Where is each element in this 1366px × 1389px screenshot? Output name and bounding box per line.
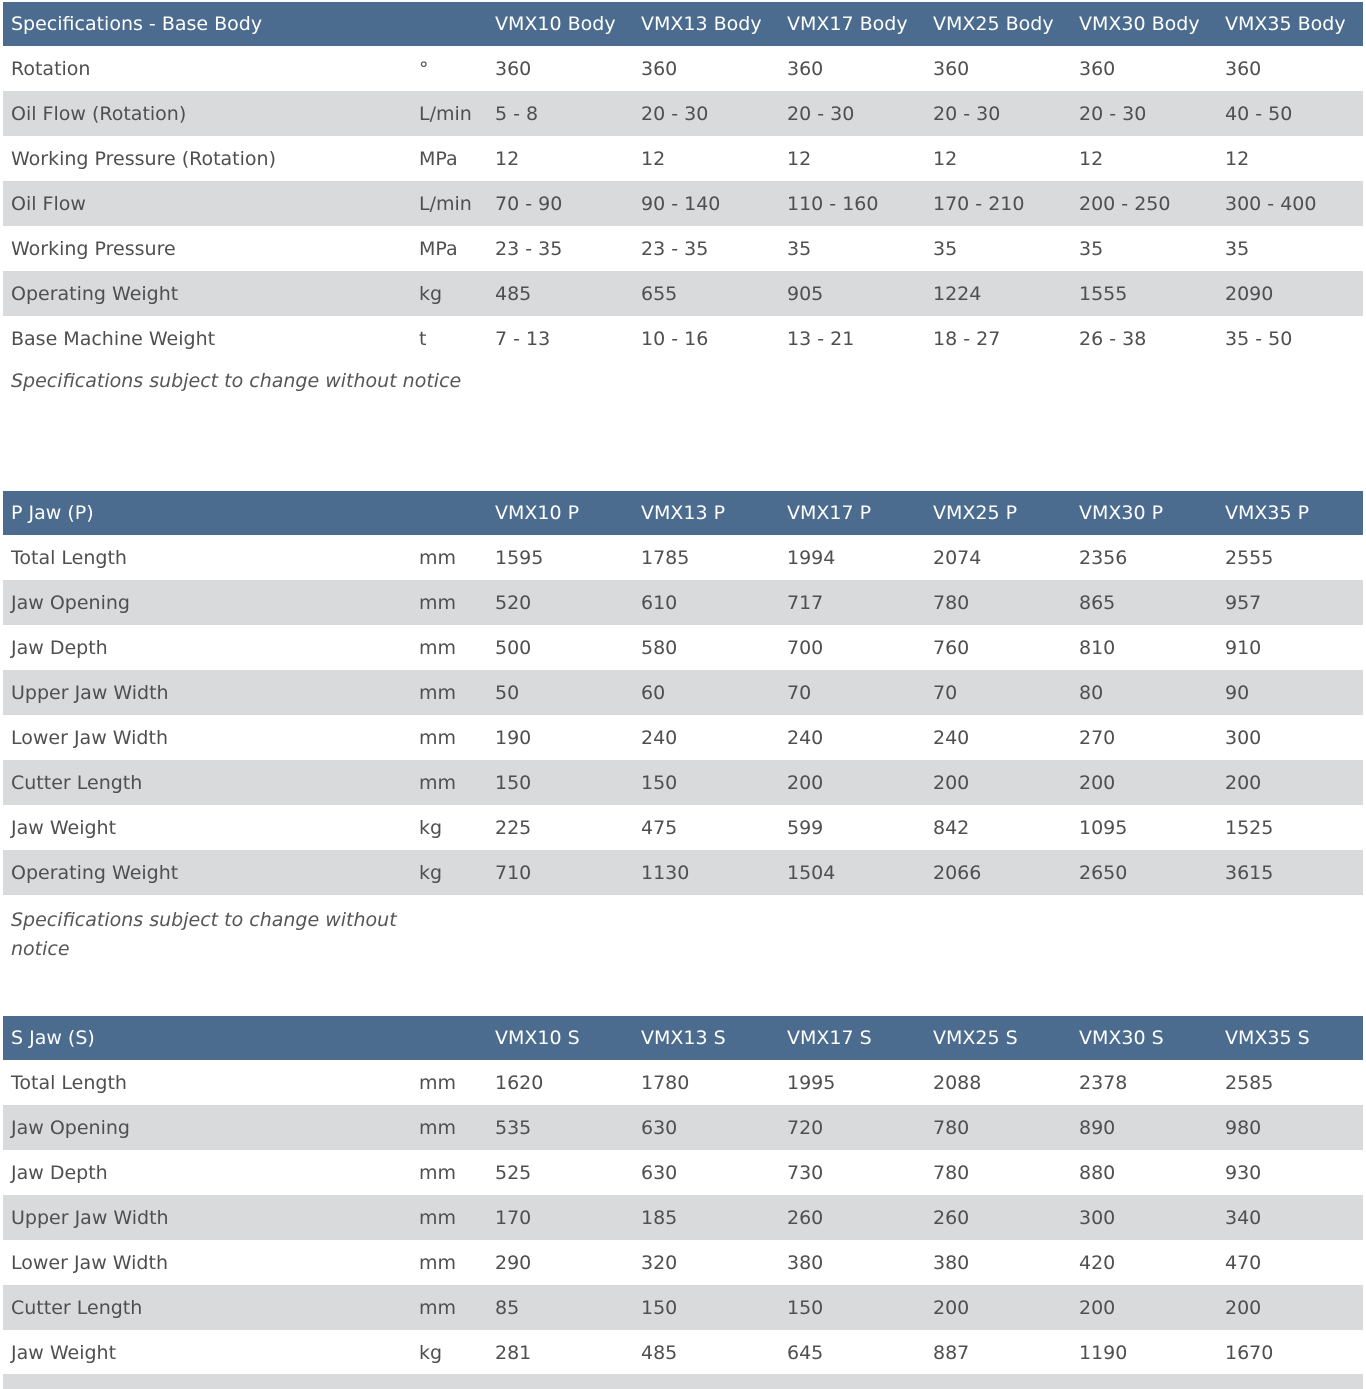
spec-unit: mm xyxy=(411,1105,487,1150)
spec-value: 35 xyxy=(1225,237,1250,260)
unit-header xyxy=(411,491,487,535)
spec-unit: t xyxy=(419,327,427,350)
spec-value: 1224 xyxy=(925,271,1071,316)
column-header: VMX13 Body xyxy=(633,2,779,46)
column-header: VMX30 Body xyxy=(1071,2,1217,46)
spec-label: Upper Jaw Width xyxy=(3,1195,411,1240)
spec-value: 90 - 140 xyxy=(633,181,779,226)
spec-label: Working Pressure (Rotation) xyxy=(11,147,276,170)
spec-value: 50 xyxy=(487,670,633,715)
table-header-row xyxy=(3,491,1363,535)
spec-value: 890 xyxy=(1071,1105,1217,1150)
spec-label: Total Length xyxy=(11,1071,127,1094)
spec-value: 281 xyxy=(495,1341,532,1364)
spec-value: 35 - 50 xyxy=(1225,327,1293,350)
spec-value: 1504 xyxy=(779,850,925,895)
spec-label: Jaw Opening xyxy=(3,580,411,625)
spec-value: 35 xyxy=(787,237,812,260)
spec-value: 360 xyxy=(787,57,824,80)
spec-value: 3615 xyxy=(1217,850,1363,895)
spec-value: 2088 xyxy=(933,1071,982,1094)
spec-value: 910 xyxy=(1225,636,1262,659)
spec-value: 380 xyxy=(933,1251,970,1274)
spec-value: 420 xyxy=(1079,1251,1116,1274)
spec-unit: kg xyxy=(411,850,487,895)
spec-value: 35 xyxy=(933,237,958,260)
spec-value: 320 xyxy=(641,1251,678,1274)
spec-label: Upper Jaw Width xyxy=(3,670,411,715)
spec-value: 270 xyxy=(1079,726,1116,749)
spec-value: 23 - 35 xyxy=(641,237,709,260)
table-row xyxy=(3,46,1363,91)
spec-value: 780 xyxy=(933,1161,970,1184)
spec-value: 880 xyxy=(1079,1161,1116,1184)
table-row xyxy=(3,715,1363,760)
table-row xyxy=(3,1285,1363,1330)
spec-value: 240 xyxy=(641,726,678,749)
spec-value: 360 xyxy=(495,57,532,80)
spec-value: 200 xyxy=(925,1285,1071,1330)
spec-value: 300 xyxy=(1225,726,1262,749)
table-row xyxy=(3,1150,1363,1195)
spec-value: 1525 xyxy=(1225,816,1274,839)
spec-value: 500 xyxy=(495,636,532,659)
spec-value: 200 xyxy=(1071,760,1217,805)
spec-value: 1095 xyxy=(1079,816,1128,839)
table-row xyxy=(3,271,1363,316)
spec-value: 810 xyxy=(1079,636,1116,659)
spec-value: 300 - 400 xyxy=(1217,181,1363,226)
spec-unit: ° xyxy=(419,57,429,80)
spec-value: 730 xyxy=(787,1161,824,1184)
spec-value: 1995 xyxy=(787,1071,836,1094)
table-row xyxy=(3,1374,1363,1389)
spec-value: 150 xyxy=(487,760,633,805)
spec-unit: L/min xyxy=(411,181,487,226)
spec-value: 655 xyxy=(633,271,779,316)
spec-value: 5 - 8 xyxy=(487,91,633,136)
spec-value: 185 xyxy=(633,1195,779,1240)
base-body-spec-table xyxy=(3,2,1363,361)
spec-label: Cutter Length xyxy=(3,1285,411,1330)
spec-value: 630 xyxy=(633,1105,779,1150)
spec-value: 150 xyxy=(779,1285,925,1330)
spec-value: 700 xyxy=(787,636,824,659)
spec-unit: MPa xyxy=(419,147,458,170)
spec-value: 1130 xyxy=(633,850,779,895)
spec-label: Cutter Length xyxy=(3,760,411,805)
spec-value: 1780 xyxy=(641,1071,690,1094)
column-header: VMX10 P xyxy=(487,491,633,535)
spec-value: 340 xyxy=(1217,1195,1363,1240)
table-row xyxy=(3,760,1363,805)
spec-value: 13 - 21 xyxy=(787,327,855,350)
spec-value: 40 - 50 xyxy=(1217,91,1363,136)
spec-value: 470 xyxy=(1225,1251,1262,1274)
spec-label: Lower Jaw Width xyxy=(11,1251,168,1274)
spec-unit: mm xyxy=(411,670,487,715)
spec-label: Operating Weight xyxy=(3,271,411,316)
spec-value: 1785 xyxy=(641,546,690,569)
spec-value: 10 - 16 xyxy=(641,327,709,350)
spec-value: 2090 xyxy=(1217,271,1363,316)
spec-value: 645 xyxy=(787,1341,824,1364)
table-header-row xyxy=(3,1016,1363,1060)
table-row xyxy=(3,91,1363,136)
spec-value: 535 xyxy=(487,1105,633,1150)
spec-value: 2555 xyxy=(1225,546,1274,569)
table-title: Specifications - Base Body xyxy=(3,2,411,46)
spec-unit: mm xyxy=(419,1161,457,1184)
table-header-row xyxy=(3,2,1363,46)
column-header: VMX35 P xyxy=(1217,491,1363,535)
spec-value: 842 xyxy=(933,816,970,839)
table-row xyxy=(3,670,1363,715)
spec-value: 90 xyxy=(1217,670,1363,715)
column-header: VMX35 S xyxy=(1217,1016,1363,1060)
spec-value: 12 xyxy=(1225,147,1250,170)
column-header: VMX10 Body xyxy=(487,2,633,46)
spec-value: 240 xyxy=(787,726,824,749)
spec-value: 360 xyxy=(1079,57,1116,80)
spec-value: 2074 xyxy=(933,546,982,569)
table-title: S Jaw (S) xyxy=(3,1016,411,1060)
table-row xyxy=(3,625,1363,670)
column-header: VMX17 S xyxy=(779,1016,925,1060)
spec-value: 300 xyxy=(1071,1195,1217,1240)
spec-label: Base Machine Weight xyxy=(11,327,216,350)
spec-label: Jaw Depth xyxy=(11,1161,108,1184)
table-row xyxy=(3,181,1363,226)
spec-value: 2585 xyxy=(1225,1071,1274,1094)
spec-value: 1670 xyxy=(1225,1341,1274,1364)
s-jaw-spec-table xyxy=(3,1016,1363,1375)
table-row xyxy=(3,226,1363,271)
table-row xyxy=(3,1240,1363,1285)
spec-label: Jaw Depth xyxy=(11,636,108,659)
spec-unit: MPa xyxy=(419,237,458,260)
unit-header xyxy=(411,1016,487,1060)
p-jaw-spec-table xyxy=(3,491,1363,895)
spec-value: 110 - 160 xyxy=(779,181,925,226)
spec-value: 20 - 30 xyxy=(1071,91,1217,136)
spec-value: 240 xyxy=(933,726,970,749)
spec-value: 360 xyxy=(641,57,678,80)
spec-unit: kg xyxy=(419,1341,443,1364)
spec-unit: mm xyxy=(411,580,487,625)
spec-value: 12 xyxy=(933,147,958,170)
spec-unit: kg xyxy=(419,816,443,839)
spec-value: 475 xyxy=(641,816,678,839)
spec-label: Rotation xyxy=(11,57,91,80)
column-header: VMX13 S xyxy=(633,1016,779,1060)
column-header: VMX13 P xyxy=(633,491,779,535)
spec-label: Lower Jaw Width xyxy=(11,726,168,749)
spec-value: 1994 xyxy=(787,546,836,569)
spec-value: 1595 xyxy=(495,546,544,569)
spec-value: 12 xyxy=(495,147,520,170)
table-title: P Jaw (P) xyxy=(3,491,411,535)
spec-label: Operating Weight xyxy=(3,850,411,895)
unit-header xyxy=(411,2,487,46)
spec-value: 12 xyxy=(1079,147,1104,170)
spec-disclaimer-note: Specifications subject to change without notice xyxy=(11,370,462,392)
spec-label: Oil Flow xyxy=(3,181,411,226)
spec-value: 580 xyxy=(641,636,678,659)
spec-value: 360 xyxy=(1225,57,1262,80)
spec-value: 150 xyxy=(633,1285,779,1330)
spec-value: 980 xyxy=(1217,1105,1363,1150)
spec-value: 520 xyxy=(487,580,633,625)
spec-value: 380 xyxy=(787,1251,824,1274)
spec-value: 360 xyxy=(933,57,970,80)
spec-value: 20 - 30 xyxy=(633,91,779,136)
column-header: VMX17 P xyxy=(779,491,925,535)
table-row xyxy=(3,1330,1363,1375)
spec-value: 190 xyxy=(495,726,532,749)
spec-label: Jaw Weight xyxy=(11,1341,117,1364)
spec-value: 7 - 13 xyxy=(495,327,551,350)
table-row xyxy=(3,1195,1363,1240)
spec-unit: mm xyxy=(419,1071,457,1094)
spec-value: 1190 xyxy=(1079,1341,1128,1364)
spec-value: 905 xyxy=(779,271,925,316)
spec-value: 2066 xyxy=(925,850,1071,895)
spec-value: 260 xyxy=(779,1195,925,1240)
spec-label: Oil Flow (Rotation) xyxy=(3,91,411,136)
spec-value: 85 xyxy=(487,1285,633,1330)
table-row xyxy=(3,1105,1363,1150)
spec-value: 200 xyxy=(1217,760,1363,805)
spec-value: 20 - 30 xyxy=(779,91,925,136)
column-header: VMX25 P xyxy=(925,491,1071,535)
spec-value: 26 - 38 xyxy=(1079,327,1147,350)
table-row xyxy=(3,850,1363,895)
table-row xyxy=(3,805,1363,850)
spec-value: 260 xyxy=(925,1195,1071,1240)
column-header: VMX17 Body xyxy=(779,2,925,46)
spec-label: Total Length xyxy=(11,546,127,569)
spec-value: 70 - 90 xyxy=(487,181,633,226)
column-header: VMX10 S xyxy=(487,1016,633,1060)
spec-value: 200 - 250 xyxy=(1071,181,1217,226)
spec-unit: mm xyxy=(419,726,457,749)
spec-value: 1555 xyxy=(1071,271,1217,316)
spec-value: 710 xyxy=(487,850,633,895)
spec-value: 12 xyxy=(641,147,666,170)
column-header: VMX25 S xyxy=(925,1016,1071,1060)
table-row xyxy=(3,535,1363,580)
column-header: VMX25 Body xyxy=(925,2,1071,46)
spec-value: 20 - 30 xyxy=(925,91,1071,136)
spec-label: Working Pressure xyxy=(11,237,176,260)
spec-value: 35 xyxy=(1079,237,1104,260)
spec-value: 70 xyxy=(779,670,925,715)
spec-value: 290 xyxy=(495,1251,532,1274)
spec-value: 930 xyxy=(1225,1161,1262,1184)
spec-value: 760 xyxy=(933,636,970,659)
spec-value: 200 xyxy=(1217,1285,1363,1330)
spec-value: 485 xyxy=(487,271,633,316)
spec-value: 23 - 35 xyxy=(495,237,563,260)
spec-value: 2650 xyxy=(1071,850,1217,895)
spec-value: 957 xyxy=(1217,580,1363,625)
spec-value: 525 xyxy=(495,1161,532,1184)
column-header: VMX30 P xyxy=(1071,491,1217,535)
spec-value: 887 xyxy=(933,1341,970,1364)
spec-value: 610 xyxy=(633,580,779,625)
spec-value: 60 xyxy=(633,670,779,715)
spec-value: 865 xyxy=(1071,580,1217,625)
spec-value: 599 xyxy=(787,816,824,839)
spec-unit: L/min xyxy=(411,91,487,136)
spec-unit: mm xyxy=(419,1251,457,1274)
spec-value: 1620 xyxy=(495,1071,544,1094)
spec-value: 2356 xyxy=(1079,546,1128,569)
spec-value: 717 xyxy=(779,580,925,625)
spec-unit: mm xyxy=(411,1285,487,1330)
column-header: VMX30 S xyxy=(1071,1016,1217,1060)
spec-unit: mm xyxy=(411,1195,487,1240)
spec-value: 70 xyxy=(925,670,1071,715)
spec-unit: mm xyxy=(419,636,457,659)
table-row xyxy=(3,1060,1363,1105)
spec-value: 12 xyxy=(787,147,812,170)
spec-value: 170 xyxy=(487,1195,633,1240)
spec-value: 18 - 27 xyxy=(933,327,1001,350)
spec-value: 485 xyxy=(641,1341,678,1364)
spec-value: 150 xyxy=(633,760,779,805)
spec-value: 80 xyxy=(1071,670,1217,715)
spec-value: 225 xyxy=(495,816,532,839)
column-header: VMX35 Body xyxy=(1217,2,1363,46)
spec-value: 780 xyxy=(925,580,1071,625)
spec-unit: mm xyxy=(419,546,457,569)
spec-value: 720 xyxy=(779,1105,925,1150)
spec-value: 2378 xyxy=(1079,1071,1128,1094)
spec-value: 200 xyxy=(925,760,1071,805)
table-row xyxy=(3,316,1363,361)
table-row xyxy=(3,580,1363,625)
spec-value: 200 xyxy=(1071,1285,1217,1330)
spec-disclaimer-note: Specifications subject to change without notice xyxy=(11,909,397,960)
spec-value: 200 xyxy=(779,760,925,805)
spec-label: Jaw Opening xyxy=(3,1105,411,1150)
spec-label: Jaw Weight xyxy=(11,816,117,839)
spec-value: 780 xyxy=(925,1105,1071,1150)
spec-unit: mm xyxy=(411,760,487,805)
spec-value: 630 xyxy=(641,1161,678,1184)
spec-unit: kg xyxy=(411,271,487,316)
spec-value: 170 - 210 xyxy=(925,181,1071,226)
table-row xyxy=(3,136,1363,181)
